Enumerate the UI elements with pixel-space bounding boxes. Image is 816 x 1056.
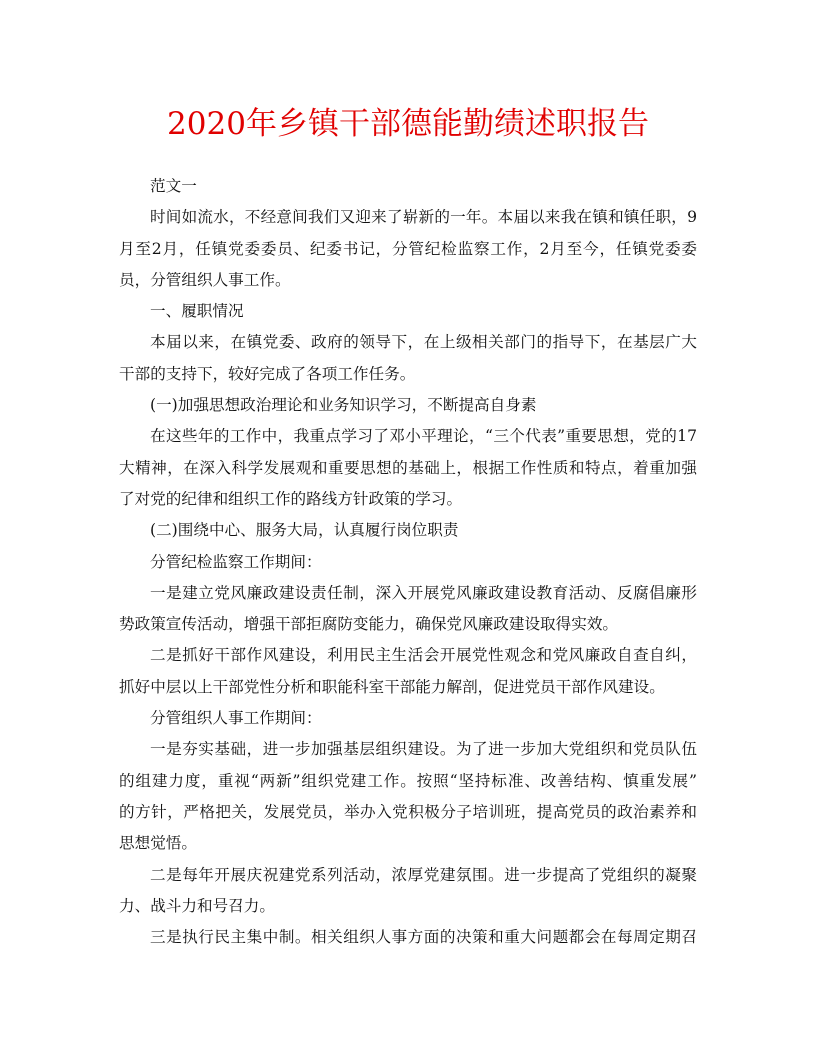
text-line bbox=[119, 296, 697, 327]
document-body bbox=[119, 171, 697, 953]
text-line-content: 分管组织人事工作期间： bbox=[150, 709, 322, 728]
text-line-content: 势政策宣传活动，增强干部拒腐防变能力，确保党风廉政建设取得实效。 bbox=[119, 615, 619, 634]
text-line bbox=[119, 234, 697, 265]
text-line-content: 二是每年开展庆祝建党系列活动，浓厚党建氛围。进一步提高了党组织的凝聚 bbox=[150, 865, 697, 884]
text-line-content: 分管纪检监察工作期间： bbox=[150, 552, 322, 571]
text-line bbox=[119, 828, 697, 859]
text-line bbox=[119, 922, 697, 953]
text-line-content: 思想觉悟。 bbox=[119, 834, 197, 853]
text-line bbox=[119, 421, 697, 452]
text-line bbox=[119, 359, 697, 390]
text-line bbox=[119, 453, 697, 484]
text-line-content: (二)围绕中心、服务大局，认真履行岗位职责 bbox=[150, 521, 459, 540]
text-line-content: 力、战斗力和号召力。 bbox=[119, 896, 275, 915]
text-line bbox=[119, 640, 697, 671]
text-line bbox=[119, 265, 697, 296]
text-line bbox=[119, 734, 697, 765]
text-line bbox=[119, 766, 697, 797]
text-line-content: 本届以来，在镇党委、政府的领导下，在上级相关部门的指导下，在基层广大 bbox=[150, 333, 697, 352]
text-line-content: 月至2月，任镇党委委员、纪委书记，分管纪检监察工作，2月至今，任镇党委委 bbox=[119, 239, 697, 258]
text-line-content: 一是夯实基础，进一步加强基层组织建设。为了进一步加大党组织和党员队伍 bbox=[150, 740, 697, 759]
text-line-content: 员，分管组织人事工作。 bbox=[119, 270, 291, 289]
text-line bbox=[119, 860, 697, 891]
text-line-content: 抓好中层以上干部党性分析和职能科室干部能力解剖，促进党员干部作风建设。 bbox=[119, 677, 665, 696]
text-line bbox=[119, 891, 697, 922]
text-line-content: 在这些年的工作中，我重点学习了邓小平理论，“三个代表”重要思想，党的17 bbox=[150, 427, 697, 446]
text-line bbox=[119, 515, 697, 546]
page-title: 2020年乡镇干部德能勤绩述职报告 bbox=[167, 106, 649, 142]
text-line-content: 的组建力度，重视“两新”组织党建工作。按照“坚持标准、改善结构、慎重发展” bbox=[119, 771, 697, 790]
text-line bbox=[119, 390, 697, 421]
text-line-content: 范文一 bbox=[150, 177, 197, 195]
text-line-content: 干部的支持下，较好完成了各项工作任务。 bbox=[119, 364, 416, 383]
text-line bbox=[119, 797, 697, 828]
text-line bbox=[119, 609, 697, 640]
text-line-content: 大精神，在深入科学发展观和重要思想的基础上，根据工作性质和特点，着重加强 bbox=[119, 458, 697, 477]
text-line-content: 一、履职情况 bbox=[150, 302, 244, 321]
text-line-content: 了对党的纪律和组织工作的路线方针政策的学习。 bbox=[119, 489, 463, 508]
text-line-content: 一是建立党风廉政建设责任制，深入开展党风廉政建设教育活动、反腐倡廉形 bbox=[150, 583, 697, 602]
text-line bbox=[119, 672, 697, 703]
text-line bbox=[119, 484, 697, 515]
text-line bbox=[119, 202, 697, 233]
text-line bbox=[119, 578, 697, 609]
text-line-content: 二是抓好干部作风建设，利用民主生活会开展党性观念和党风廉政自查自纠， bbox=[150, 646, 697, 665]
text-line bbox=[119, 547, 697, 578]
text-line bbox=[119, 171, 697, 202]
text-line-content: (一)加强思想政治理论和业务知识学习，不断提高自身素 bbox=[150, 396, 537, 415]
text-line-content: 时间如流水，不经意间我们又迎来了崭新的一年。本届以来我在镇和镇任职，9 bbox=[150, 208, 697, 227]
text-line bbox=[119, 327, 697, 358]
text-line-content: 的方针，严格把关，发展党员，举办入党积极分子培训班，提高党员的政治素养和 bbox=[119, 802, 697, 821]
text-line-content: 三是执行民主集中制。相关组织人事方面的决策和重大问题都会在每周定期召 bbox=[150, 928, 697, 947]
text-line bbox=[119, 703, 697, 734]
